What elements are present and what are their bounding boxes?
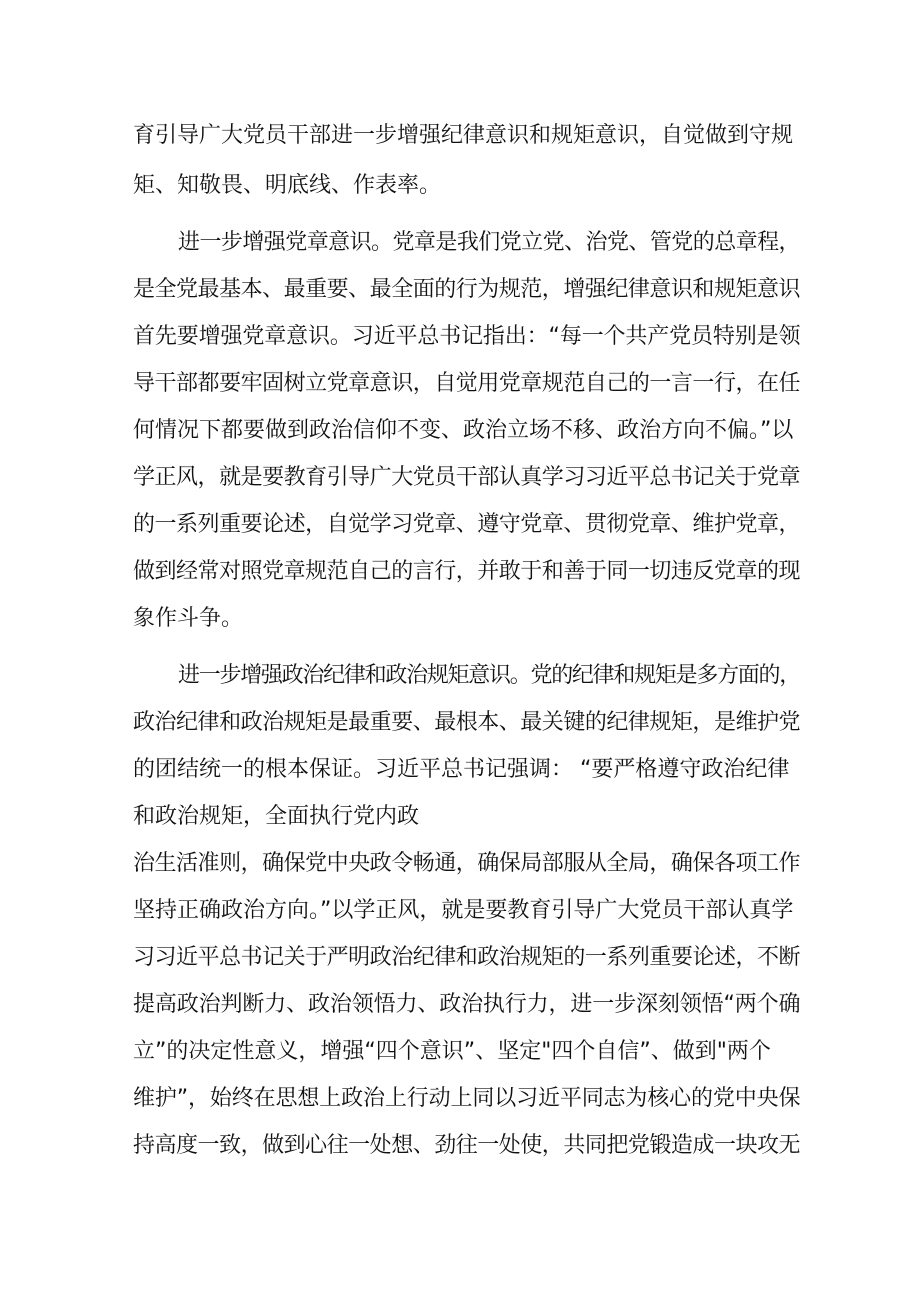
paragraph-2-line-7: 的一系列重要论述，自觉学习党章、遵守党章、贯彻党章、维护党章， (133, 512, 801, 537)
paragraph-2-line-5: 何情况下都要做到政治信仰不变、政治立场不移、政治方向不偏。”以 (133, 418, 794, 443)
paragraph-3-line-7: 习习近平总书记关于严明政治纪律和政治规矩的一系列重要论述，不断 (133, 945, 801, 970)
paragraph-3-line-8: 提高政治判断力、政治领悟力、政治执行力，进一步深刻领悟“两个确 (133, 992, 801, 1017)
paragraph-3-line-9: 立”的决定性意义，增强“四个意识”、坚定"四个自信”、做到"两个 (133, 1039, 771, 1064)
paragraph-2-line-1: 进一步增强党章意识。党章是我们党立党、治党、管党的总章程， (178, 230, 801, 255)
paragraph-1-line-1: 育引导广大党员干部进一步增强纪律意识和规矩意识，自觉做到守规 (133, 123, 794, 148)
paragraph-3-line-5: 治生活准则，确保党中央政令畅通，确保局部服从全局，确保各项工作 (133, 851, 801, 876)
paragraph-2-line-4: 导干部都要牢固树立党章意识，自觉用党章规范自己的一言一行，在任 (133, 371, 801, 396)
paragraph-3-line-11: 持高度一致，做到心往一处想、劲往一处使，共同把党锻造成一块攻无 (133, 1133, 801, 1158)
paragraph-3-line-1: 进一步增强政治纪律和政治规矩意识。党的纪律和规矩是多方面的， (178, 663, 801, 688)
paragraph-3-line-4: 和政治规矩，全面执行党内政 (133, 804, 420, 829)
paragraph-2-line-2: 是全党最基本、最重要、最全面的行为规范，增强纪律意识和规矩意识 (133, 277, 801, 302)
paragraph-2-line-3: 首先要增强党章意识。习近平总书记指出：“每一个共产党员特别是领 (133, 324, 801, 349)
paragraph-3-line-3: 的团结统一的根本保证。习近平总书记强调： “要严格遵守政治纪律 (133, 757, 790, 782)
paragraph-2-line-8: 做到经常对照党章规范自己的言行，并敢于和善于同一切违反党章的现 (133, 559, 801, 584)
paragraph-2-line-9: 象作斗争。 (133, 606, 244, 631)
paragraph-2-line-6: 学正风，就是要教育引导广大党员干部认真学习习近平总书记关于党章 (133, 465, 801, 490)
paragraph-1-line-2: 矩、知敬畏、明底线、作表率。 (133, 173, 442, 198)
paragraph-3-line-6: 坚持正确政治方向。”以学正风，就是要教育引导广大党员干部认真学 (133, 898, 794, 923)
paragraph-3-line-10: 维护”，始终在思想上政治上行动上同以习近平同志为核心的党中央保 (133, 1086, 801, 1111)
paragraph-3-line-2: 政治纪律和政治规矩是最重要、最根本、最关键的纪律规矩，是维护党 (133, 710, 801, 735)
